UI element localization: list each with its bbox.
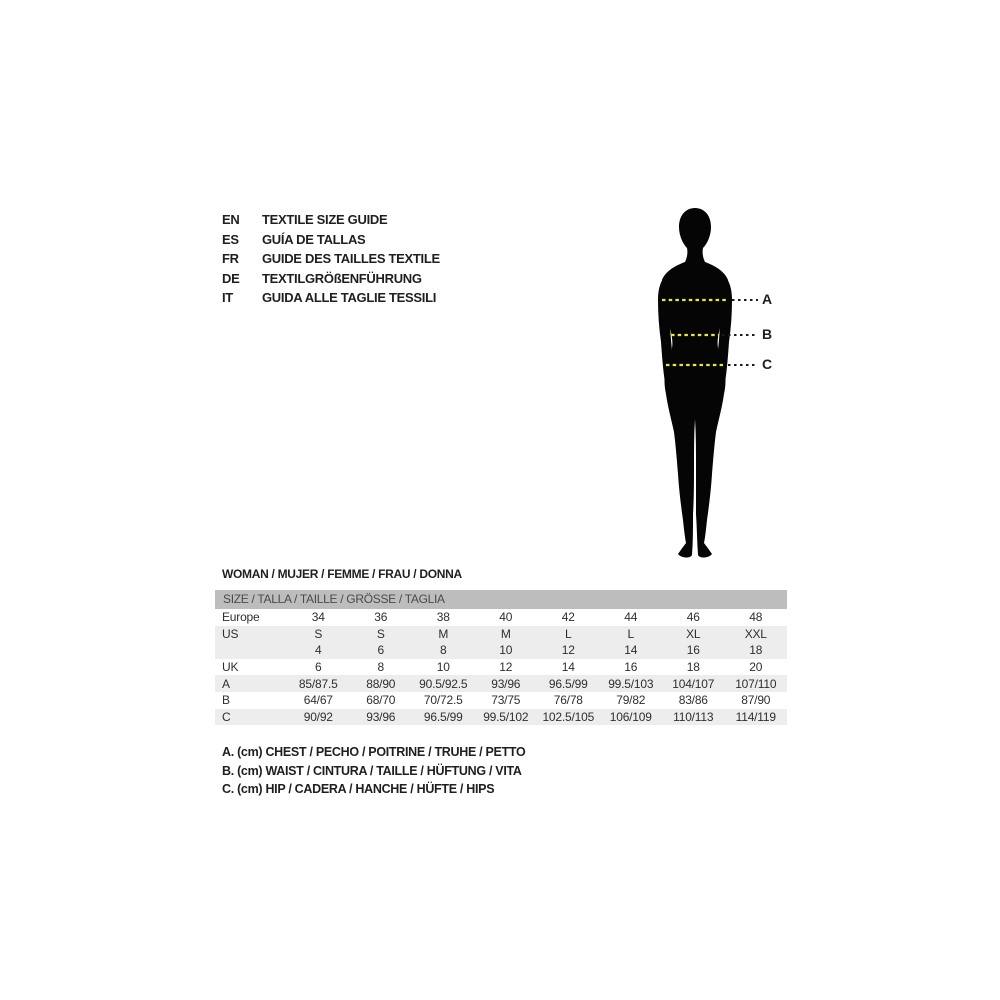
size-cell: XL: [686, 626, 701, 641]
size-table-row: [215, 692, 787, 709]
size-cell: 114/119: [735, 709, 776, 724]
legend-line: A. (cm) CHEST / PECHO / POITRINE / TRUHE / PETTO: [222, 745, 526, 759]
language-title: TEXTILGRÖßENFÜHRUNG: [262, 270, 422, 286]
size-cell: S: [376, 626, 385, 641]
language-code: EN: [222, 212, 240, 227]
hip-marker-label: C: [762, 356, 772, 372]
size-cell: 4: [315, 643, 322, 658]
size-cell: 16: [686, 643, 700, 658]
size-cell: 6: [377, 643, 384, 658]
size-cell: 85/87.5: [298, 676, 338, 691]
size-cell: 20: [749, 660, 763, 675]
size-cell: L: [627, 626, 634, 641]
size-table-row: [215, 675, 787, 692]
language-title: TEXTILE SIZE GUIDE: [262, 212, 388, 227]
size-table-row: [215, 642, 787, 659]
size-row-label: [215, 642, 287, 659]
language-guide-item: [222, 210, 440, 230]
size-row-label: A: [222, 676, 230, 691]
language-code: ES: [222, 231, 239, 247]
woman-silhouette: [630, 202, 790, 562]
size-cell: 8: [440, 643, 447, 658]
language-guide-list: [222, 210, 440, 308]
size-cell: 12: [561, 643, 575, 658]
size-cell: 68/70: [366, 693, 396, 708]
language-guide-item: [222, 269, 440, 289]
size-row-label: UK: [222, 660, 239, 675]
language-code: FR: [222, 251, 239, 266]
size-table: [215, 590, 787, 725]
language-code: DE: [222, 270, 240, 286]
size-row-label: B: [222, 693, 230, 708]
measurement-legend: [222, 743, 525, 799]
size-cell: 96.5/99: [423, 709, 463, 724]
table-title: WOMAN / MUJER / FEMME / FRAU / DONNA: [222, 567, 462, 581]
size-cell: 102.5/105: [542, 709, 595, 724]
size-cell: 44: [624, 610, 638, 625]
size-cell: 14: [561, 660, 575, 675]
size-cell: 104/107: [672, 676, 715, 691]
size-cell: 96.5/99: [548, 676, 588, 691]
language-code: IT: [222, 290, 233, 305]
size-cell: 18: [749, 643, 763, 658]
language-title: GUIDA ALLE TAGLIE TESSILI: [262, 290, 437, 305]
size-row-label: US: [222, 626, 239, 641]
size-table-row: [215, 659, 787, 676]
size-cell: 38: [436, 610, 450, 625]
size-cell: 87/90: [741, 693, 771, 708]
size-cell: L: [565, 626, 572, 641]
size-cell: 12: [499, 660, 513, 675]
size-cell: 10: [436, 660, 450, 675]
language-title: GUÍA DE TALLAS: [262, 231, 366, 247]
language-guide-item: [222, 288, 440, 308]
size-cell: 83/86: [678, 693, 708, 708]
size-cell: 48: [749, 610, 763, 625]
size-cell: 64/67: [303, 693, 333, 708]
size-table-row: [215, 609, 787, 626]
size-cell: 93/96: [491, 676, 521, 691]
size-cell: XXL: [744, 626, 767, 641]
size-cell: 16: [624, 660, 638, 675]
size-cell: 6: [315, 660, 322, 675]
size-table-row: [215, 626, 787, 643]
legend-line: C. (cm) HIP / CADERA / HANCHE / HÜFTE / HIPS: [222, 782, 495, 796]
language-title: GUIDE DES TAILLES TEXTILE: [262, 251, 440, 266]
size-cell: S: [314, 626, 323, 641]
size-cell: 93/96: [366, 709, 396, 724]
size-cell: 88/90: [366, 676, 396, 691]
size-cell: 42: [561, 610, 575, 625]
language-guide-item: [222, 230, 440, 250]
size-cell: 107/110: [735, 676, 777, 691]
size-cell: 73/75: [491, 693, 521, 708]
size-cell: 14: [624, 643, 638, 658]
size-cell: 99.5/102: [483, 709, 529, 724]
size-cell: 106/109: [609, 709, 652, 724]
size-row-label: Europe: [222, 610, 260, 625]
size-cell: 110/113: [673, 709, 714, 724]
size-table-grid: [215, 609, 787, 725]
size-table-body: [215, 609, 787, 725]
size-cell: 18: [686, 660, 700, 675]
size-table-header: SIZE / TALLA / TAILLE / GRÖSSE / TAGLIA: [215, 590, 787, 609]
size-cell: M: [438, 626, 449, 641]
size-cell: 36: [374, 610, 388, 625]
language-guide-item: [222, 249, 440, 269]
size-cell: 46: [686, 610, 700, 625]
size-cell: 40: [499, 610, 513, 625]
legend-line: B. (cm) WAIST / CINTURA / TAILLE / HÜFTUNG / VITA: [222, 763, 522, 778]
size-cell: 90/92: [303, 709, 333, 724]
waist-marker-label: B: [762, 326, 772, 342]
size-cell: 90.5/92.5: [419, 676, 468, 691]
size-cell: 70/72.5: [423, 693, 463, 708]
size-cell: 76/78: [553, 693, 583, 708]
size-cell: 99.5/103: [608, 676, 654, 691]
size-cell: 34: [311, 610, 325, 625]
size-cell: 79/82: [616, 693, 646, 708]
size-cell: 10: [499, 643, 513, 658]
size-table-row: [215, 709, 787, 726]
woman-silhouette-svg: [630, 202, 790, 562]
size-cell: 8: [377, 660, 384, 675]
chest-marker-label: A: [762, 291, 772, 307]
size-cell: M: [500, 626, 511, 641]
size-row-label: C: [222, 709, 231, 724]
